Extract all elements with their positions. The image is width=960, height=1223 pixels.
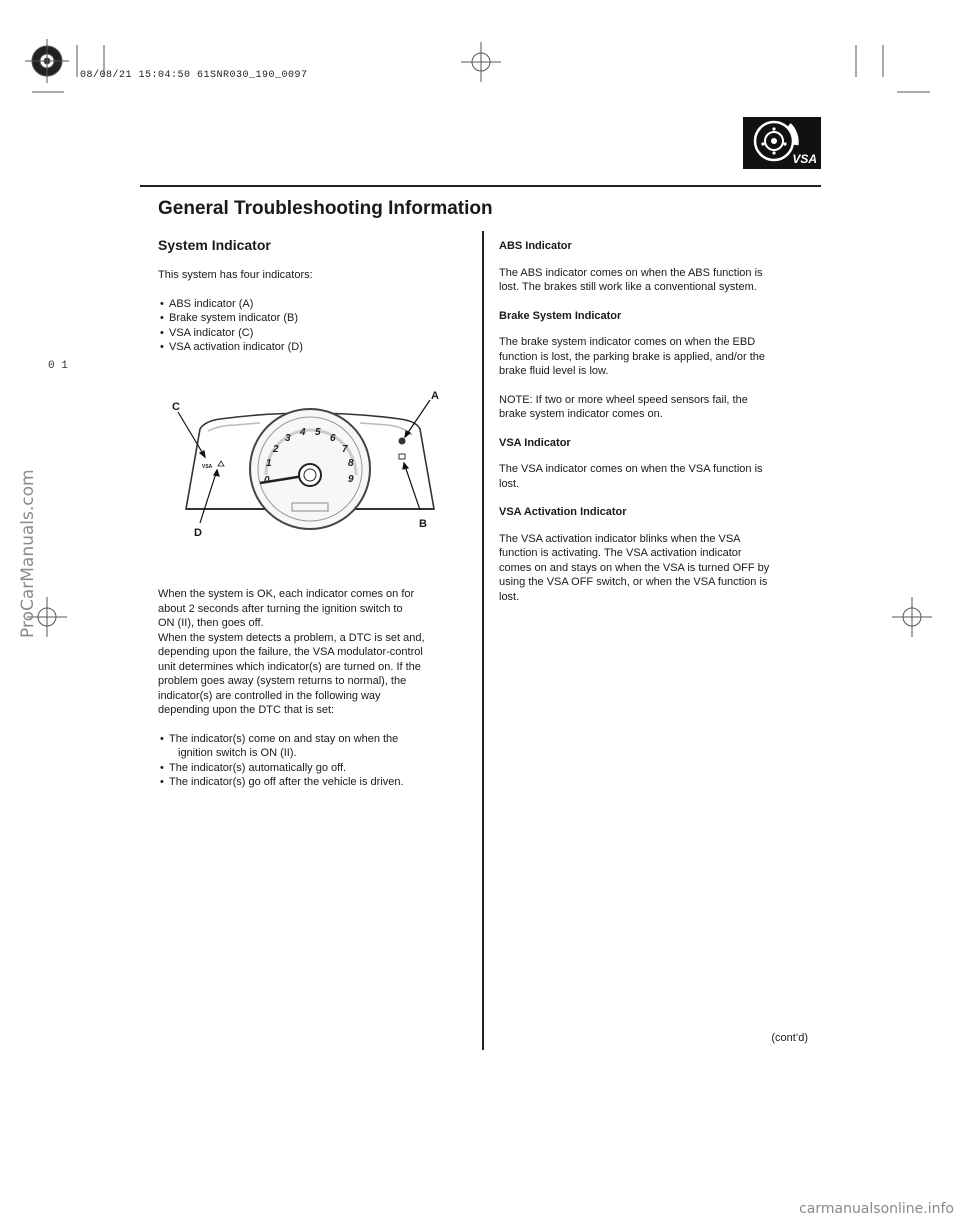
indicator-list [158,297,473,355]
instrument-cluster-figure [160,385,460,545]
side-mark: 0 1 [48,360,68,372]
section-title: System Indicator [158,237,271,253]
title-rule [140,185,821,187]
behavior-list [158,732,476,790]
abs-indicator-heading: ABS Indicator [499,240,572,252]
vsa-lamp-text: VSA [202,464,213,470]
list-item: • The indicator(s) come on and stay on when the ignition switch is ON (II). [160,732,399,759]
column-divider [482,231,484,1050]
callout-b: B [419,518,427,530]
gauge-number: 3 [285,433,291,444]
intro-text: This system has four indicators: [158,269,313,281]
watermark-left: ProCarManuals.com [18,469,38,638]
vsa-indicator-heading: VSA Indicator [499,436,571,449]
registration-mark-top-left [25,39,69,83]
watermark-bottom: carmanualsonline.info [799,1201,954,1217]
callout-a: A [431,390,439,402]
brake-indicator-text: The brake system indicator comes on when the EBD function is lost, the parking brake is applied, and/or the brake fluid level is low. [499,336,765,377]
gauge-number: 2 [273,444,279,455]
gauge-number: 6 [330,433,336,444]
vsa-activation-text: The VSA activation indicator blinks when the VSA function is activating. The VSA activation indicator comes on and stays on when the VSA is turned OFF by using the VSA OFF switch, or when the VSA function is lost. [499,532,770,603]
list-item: • VSA activation indicator (D) [160,341,303,353]
abs-indicator-text: The ABS indicator comes on when the ABS function is lost. The brakes still work like a conventional system. [499,266,763,293]
right-column [499,239,819,618]
gauge-number: 0 [264,475,270,486]
brake-indicator-note: NOTE: If two or more wheel speed sensors fail, the brake system indicator comes on. [499,393,748,420]
vsa-activation-heading: VSA Activation Indicator [499,506,627,518]
gauge-number: 9 [348,474,354,485]
brake-lamp-icon [399,454,405,459]
system-ok-block [158,587,476,804]
vsa-indicator-text: The VSA indicator comes on when the VSA function is lost. [499,463,763,490]
continued-label: (cont’d) [771,1032,808,1044]
callout-c: C [172,401,180,413]
list-item: • The indicator(s) go off after the vehicle is driven. [160,776,404,788]
gauge-number: 7 [342,444,348,455]
list-item: • VSA indicator (C) [160,326,254,339]
gauge-number: 1 [266,458,272,469]
vsa-activation-lamp-icon [218,461,224,466]
system-behavior-paragraph: When the system is OK, each indicator comes on for about 2 seconds after turning the ignition switch to ON (II), then goes off. When the system detects a problem, a DTC is set and, depending upon the failure, the VSA modulator-control unit determines which indicator(s) are turned on. If the problem goes away (system returns to normal), the indicator(s) are controlled in the following way depending upon the DTC that is set: [158,588,425,716]
list-item: • ABS indicator (A) [160,297,254,310]
callout-d: D [194,527,202,539]
gauge-number: 8 [348,458,354,469]
intro-block [158,268,473,369]
print-timestamp: 08/08/21 15:04:50 61SNR030_190_0097 [80,70,308,81]
gauge-number: 4 [300,427,306,438]
page-title: General Troubleshooting Information [158,198,493,219]
gauge-number: 5 [315,427,321,438]
list-item: • The indicator(s) automatically go off. [160,761,347,774]
list-item: • Brake system indicator (B) [160,312,298,324]
registration-crosshair-top [461,42,501,82]
registration-crosshair-right [892,597,932,637]
vsa-badge [743,117,821,169]
vsa-badge-label: VSA [792,152,817,166]
abs-lamp-icon [399,438,406,445]
brake-indicator-heading: Brake System Indicator [499,309,622,322]
